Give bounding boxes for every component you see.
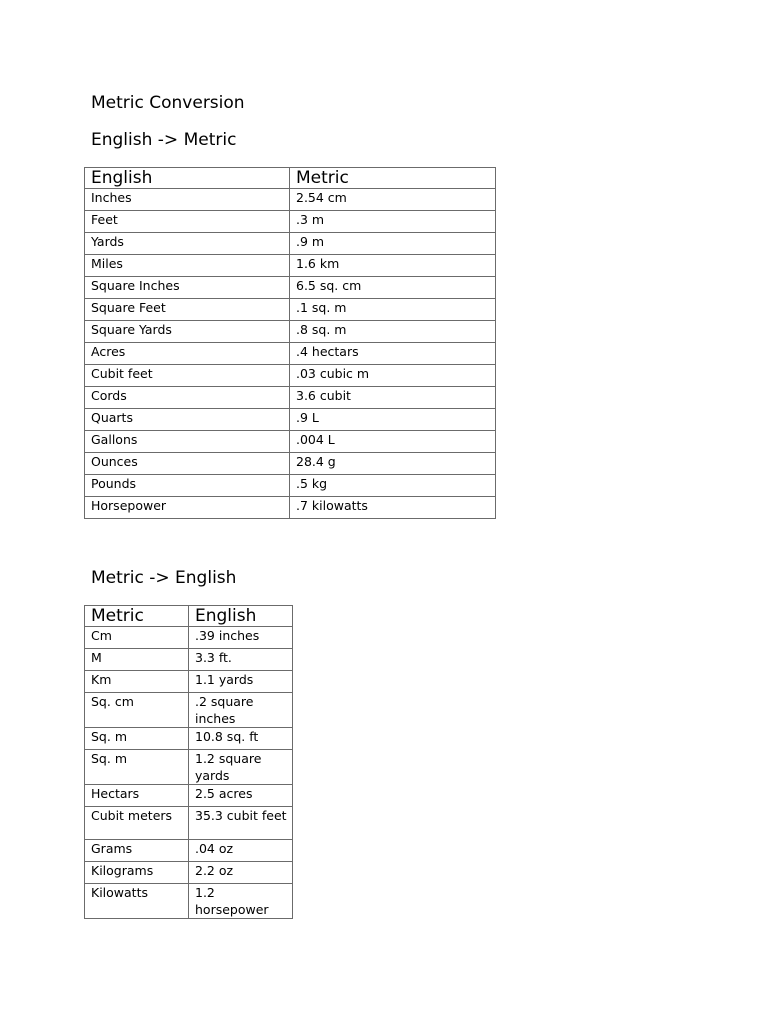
table-row — [85, 233, 496, 255]
english-unit-cell: Feet — [85, 211, 290, 233]
metric-to-english-heading: Metric -> English — [91, 568, 237, 588]
table-row — [85, 807, 293, 840]
english-value-cell: 1.2 horsepower — [189, 884, 293, 919]
metric-value-cell: .7 kilowatts — [290, 497, 496, 519]
table-row — [85, 453, 496, 475]
table-row — [85, 649, 293, 671]
table-row — [85, 693, 293, 728]
english-unit-cell: Square Feet — [85, 299, 290, 321]
table-row — [85, 409, 496, 431]
column-header-english: English — [189, 606, 293, 627]
metric-unit-cell: Sq. m — [85, 750, 189, 785]
english-value-cell: .04 oz — [189, 840, 293, 862]
column-header-metric: Metric — [85, 606, 189, 627]
english-value-cell: .39 inches — [189, 627, 293, 649]
table-row — [85, 277, 496, 299]
metric-value-cell: .4 hectars — [290, 343, 496, 365]
table-row — [85, 431, 496, 453]
english-unit-cell: Pounds — [85, 475, 290, 497]
table-header-row — [85, 168, 496, 189]
metric-value-cell: .3 m — [290, 211, 496, 233]
table-header-row — [85, 606, 293, 627]
table-row — [85, 862, 293, 884]
metric-value-cell: .9 L — [290, 409, 496, 431]
metric-unit-cell: Hectars — [85, 785, 189, 807]
english-value-cell: 2.5 acres — [189, 785, 293, 807]
english-value-cell: 10.8 sq. ft — [189, 728, 293, 750]
metric-unit-cell: Cm — [85, 627, 189, 649]
english-unit-cell: Gallons — [85, 431, 290, 453]
metric-value-cell: 2.54 cm — [290, 189, 496, 211]
table-row — [85, 299, 496, 321]
english-unit-cell: Cords — [85, 387, 290, 409]
english-unit-cell: Square Yards — [85, 321, 290, 343]
table-row — [85, 750, 293, 785]
metric-value-cell: .1 sq. m — [290, 299, 496, 321]
table-row — [85, 884, 293, 919]
english-to-metric-heading: English -> Metric — [91, 130, 237, 150]
english-unit-cell: Acres — [85, 343, 290, 365]
table-row — [85, 785, 293, 807]
metric-unit-cell: Kilowatts — [85, 884, 189, 919]
metric-unit-cell: Sq. cm — [85, 693, 189, 728]
metric-value-cell: 6.5 sq. cm — [290, 277, 496, 299]
table-row — [85, 840, 293, 862]
table-row — [85, 321, 496, 343]
metric-value-cell: .004 L — [290, 431, 496, 453]
metric-unit-cell: Km — [85, 671, 189, 693]
column-header-metric: Metric — [290, 168, 496, 189]
english-value-cell: 3.3 ft. — [189, 649, 293, 671]
metric-to-english-table — [84, 605, 293, 919]
table-row — [85, 497, 496, 519]
english-value-cell: 1.1 yards — [189, 671, 293, 693]
metric-value-cell: .8 sq. m — [290, 321, 496, 343]
table-row — [85, 671, 293, 693]
table-row — [85, 475, 496, 497]
table-row — [85, 189, 496, 211]
table-row — [85, 365, 496, 387]
metric-value-cell: .9 m — [290, 233, 496, 255]
metric-unit-cell: Grams — [85, 840, 189, 862]
english-unit-cell: Cubit feet — [85, 365, 290, 387]
metric-unit-cell: Sq. m — [85, 728, 189, 750]
table-row — [85, 255, 496, 277]
table-row — [85, 211, 496, 233]
english-unit-cell: Quarts — [85, 409, 290, 431]
metric-unit-cell: Kilograms — [85, 862, 189, 884]
document-title: Metric Conversion — [91, 93, 245, 113]
english-value-cell: 2.2 oz — [189, 862, 293, 884]
table-row — [85, 343, 496, 365]
english-unit-cell: Square Inches — [85, 277, 290, 299]
english-unit-cell: Inches — [85, 189, 290, 211]
english-value-cell: 35.3 cubit feet — [189, 807, 293, 840]
metric-value-cell: 3.6 cubit — [290, 387, 496, 409]
english-value-cell: 1.2 square yards — [189, 750, 293, 785]
column-header-english: English — [85, 168, 290, 189]
metric-value-cell: .03 cubic m — [290, 365, 496, 387]
metric-value-cell: 1.6 km — [290, 255, 496, 277]
table-row — [85, 627, 293, 649]
metric-unit-cell: M — [85, 649, 189, 671]
english-unit-cell: Miles — [85, 255, 290, 277]
english-unit-cell: Ounces — [85, 453, 290, 475]
table-row — [85, 387, 496, 409]
english-unit-cell: Yards — [85, 233, 290, 255]
english-to-metric-table — [84, 167, 496, 519]
table-row — [85, 728, 293, 750]
english-value-cell: .2 square inches — [189, 693, 293, 728]
metric-value-cell: .5 kg — [290, 475, 496, 497]
english-unit-cell: Horsepower — [85, 497, 290, 519]
metric-value-cell: 28.4 g — [290, 453, 496, 475]
metric-unit-cell: Cubit meters — [85, 807, 189, 840]
